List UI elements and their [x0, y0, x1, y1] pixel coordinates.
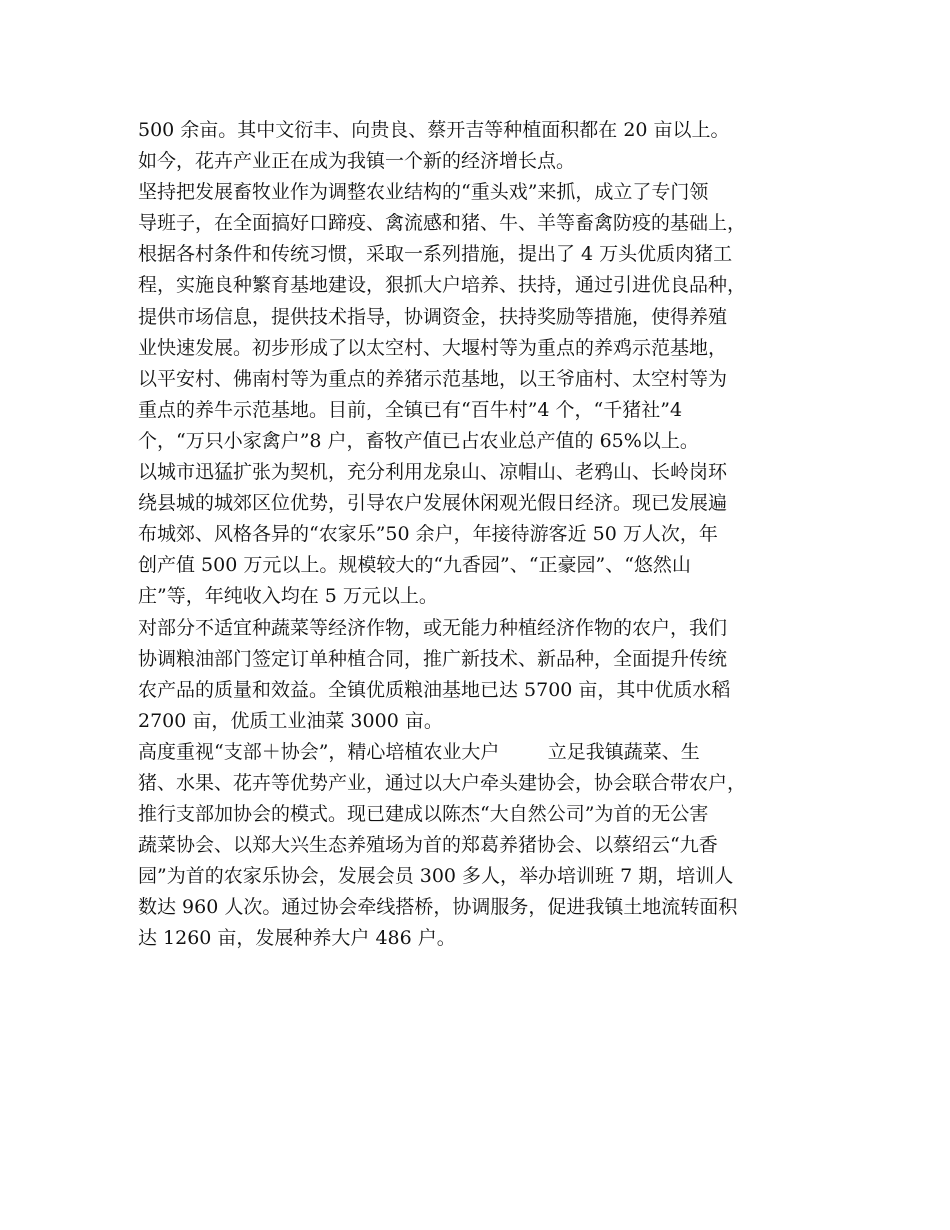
text-line: 根据各村条件和传统习惯，采取一系列措施，提出了 4 万头优质肉猪工	[138, 243, 733, 266]
text-line: 猪、水果、花卉等优势产业，通过以大户牵头建协会，协会联合带农户，	[138, 771, 747, 794]
text-line: 庄”等，年纯收入均在 5 万元以上。	[138, 585, 438, 608]
text-line: 高度重视“支部＋协会”，精心培植农业大户 立足我镇蔬菜、生	[138, 740, 700, 763]
text-line: 绕县城的城郊区位优势，引导农户发展休闲观光假日经济。现已发展遍	[138, 492, 728, 515]
text-line: 以平安村、佛南村等为重点的养猪示范基地，以王爷庙村、太空村等为	[138, 367, 728, 390]
text-line: 创产值 500 万元以上。规模较大的“九香园”、“正豪园”、“悠然山	[138, 554, 691, 577]
document-body-text	[138, 115, 828, 955]
text-line: 园”为首的农家乐协会，发展会员 300 多人，举办培训班 7 期，培训人	[138, 865, 734, 888]
text-line: 布城郊、风格各异的“农家乐”50 余户，年接待游客近 50 万人次，年	[138, 523, 718, 546]
text-line: 蔬菜协会、以郑大兴生态养殖场为首的郑葛养猪协会、以蔡绍云“九香	[138, 834, 718, 857]
text-line: 提供市场信息，提供技术指导，协调资金，扶持奖励等措施，使得养殖	[138, 305, 728, 328]
text-line: 如今，花卉产业正在成为我镇一个新的经济增长点。	[138, 150, 576, 173]
text-line: 协调粮油部门签定订单种植合同，推广新技术、新品种，全面提升传统	[138, 647, 728, 670]
text-line: 重点的养牛示范基地。目前，全镇已有“百牛村”4 个，“千猪社”4	[138, 398, 683, 421]
text-line: 推行支部加协会的模式。现已建成以陈杰“大自然公司”为首的无公害	[138, 803, 709, 826]
text-line: 农产品的质量和效益。全镇优质粮油基地已达 5700 亩，其中优质水稻	[138, 678, 731, 701]
text-line: 业快速发展。初步形成了以太空村、大堰村等为重点的养鸡示范基地，	[138, 336, 728, 359]
text-line: 个，“万只小家禽户”8 户，畜牧产值已占农业总产值的 65%以上。	[138, 429, 699, 452]
text-line: 数达 960 人次。通过协会牵线搭桥，协调服务，促进我镇土地流转面积	[138, 896, 738, 919]
text-line: 程，实施良种繁育基地建设，狠抓大户培养、扶持，通过引进优良品种，	[138, 274, 747, 297]
text-line: 达 1260 亩，发展种养大户 486 户。	[138, 927, 456, 950]
text-line: 导班子，在全面搞好口蹄疫、禽流感和猪、牛、羊等畜禽防疫的基础上，	[138, 212, 747, 235]
text-line: 2700 亩，优质工业油菜 3000 亩。	[138, 709, 443, 732]
text-line: 500 余亩。其中文衍丰、向贵良、蔡开吉等种植面积都在 20 亩以上。	[138, 119, 730, 141]
text-line: 以城市迅猛扩张为契机，充分利用龙泉山、凉帽山、老鸦山、长岭岗环	[138, 461, 728, 484]
text-line: 对部分不适宜种蔬菜等经济作物，或无能力种植经济作物的农户，我们	[138, 616, 728, 639]
text-line: 坚持把发展畜牧业作为调整农业结构的“重头戏”来抓，成立了专门领	[138, 181, 709, 204]
